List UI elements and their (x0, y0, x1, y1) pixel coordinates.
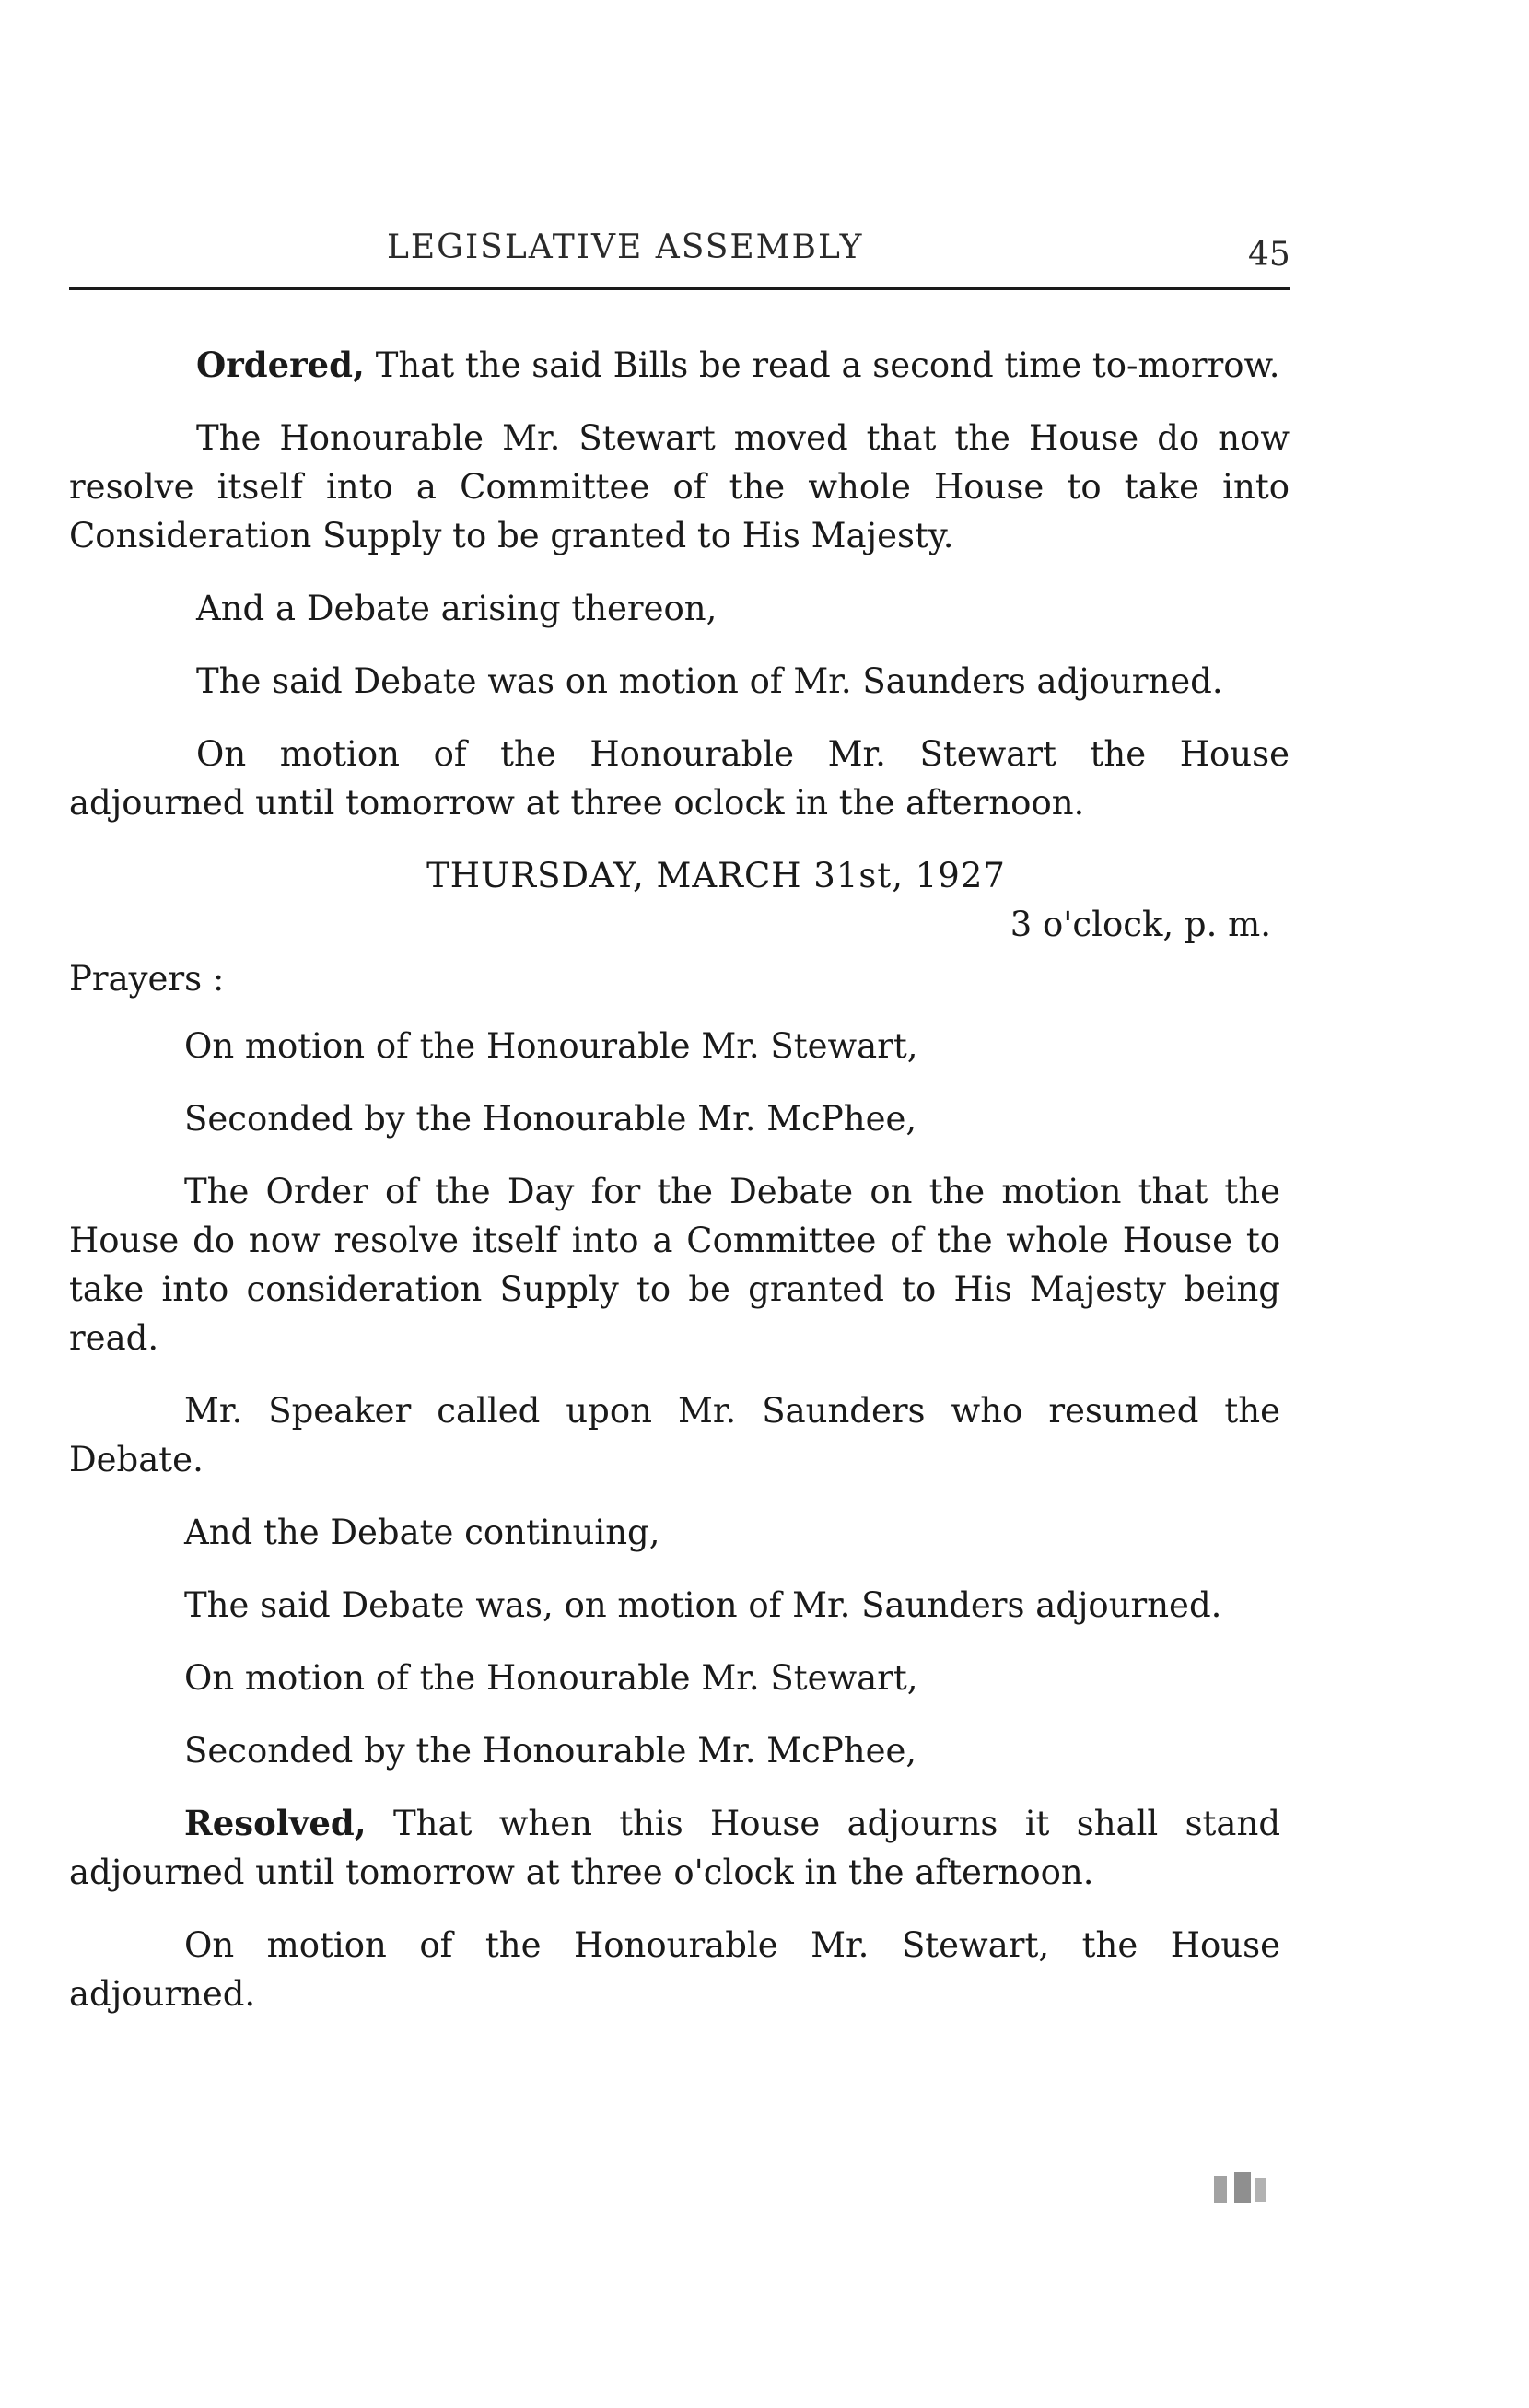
paragraph-final-adjourned (69, 1921, 1280, 2018)
paragraph-on-motion (69, 1022, 1280, 1070)
paragraph-text: On motion of the Honourable Mr. Stewart, the House adjourned. (69, 1925, 1280, 2014)
paragraph-text: Seconded by the Honourable Mr. McPhee, (184, 1099, 917, 1139)
sitting-date-heading: THURSDAY, MARCH 31st, 1927 (426, 856, 1006, 895)
paragraph-text: And the Debate continuing, (184, 1513, 660, 1552)
paragraph-debate-adjourned-2 (69, 1581, 1280, 1630)
prayers-line: Prayers : (69, 959, 225, 999)
paragraph-debate-adjourned (69, 657, 1290, 706)
sitting-proceedings (69, 1022, 1290, 2018)
paragraph-speaker-called (69, 1386, 1280, 1484)
page-number: 45 (1248, 236, 1290, 274)
paragraph-text: On motion of the Honourable Mr. Stewart, (184, 1026, 918, 1066)
paragraph-debate-continuing (69, 1508, 1280, 1557)
paragraph-text: And a Debate arising thereon, (196, 589, 718, 628)
paragraph-house-adjourned (69, 730, 1290, 827)
paragraph-motion-supply (69, 414, 1290, 560)
paragraph-lead: Resolved, (184, 1803, 367, 1843)
paragraph-text: That when this House adjourns it shall stand adjourned until tomorrow at three o'clock in the afternoon. (69, 1804, 1280, 1892)
ink-smudge-mark (1207, 2167, 1271, 2213)
paragraph-seconded-2 (69, 1726, 1280, 1775)
paragraph-ordered (69, 341, 1290, 390)
paragraph-text: The Order of the Day for the Debate on the motion that the House do now resolve itself into a Committee of the whole House to take into consideration Supply to be granted to His Majesty being read. (69, 1172, 1280, 1358)
paragraph-text: The said Debate was, on motion of Mr. Saunders adjourned. (184, 1585, 1222, 1625)
running-header: LEGISLATIVE ASSEMBLY (387, 228, 864, 266)
paragraph-text: On motion of the Honourable Mr. Stewart the House adjourned until tomorrow at three oclock in the afternoon. (69, 734, 1290, 823)
paragraph-text: On motion of the Honourable Mr. Stewart, (184, 1658, 918, 1698)
paragraph-text: Mr. Speaker called upon Mr. Saunders who resumed the Debate. (69, 1391, 1280, 1479)
paragraph-text: The Honourable Mr. Stewart moved that the House do now resolve itself into a Committee of the whole House to take into Consideration Supply to be granted to His Majesty. (69, 418, 1290, 555)
paragraph-text: That the said Bills be read a second time to-morrow. (364, 345, 1280, 385)
header-rule (69, 287, 1290, 290)
paragraph-text: Seconded by the Honourable Mr. McPhee, (184, 1731, 917, 1771)
paragraph-seconded (69, 1094, 1280, 1143)
sitting-time: 3 o'clock, p. m. (1010, 905, 1271, 944)
journal-body (69, 341, 1290, 2042)
paragraph-debate-arising (69, 584, 1290, 633)
paragraph-text: The said Debate was on motion of Mr. Saunders adjourned. (196, 661, 1223, 701)
paragraph-order-of-day (69, 1167, 1280, 1362)
paragraph-resolved (69, 1799, 1280, 1897)
paragraph-lead: Ordered, (196, 345, 365, 385)
paragraph-on-motion-2 (69, 1654, 1280, 1702)
